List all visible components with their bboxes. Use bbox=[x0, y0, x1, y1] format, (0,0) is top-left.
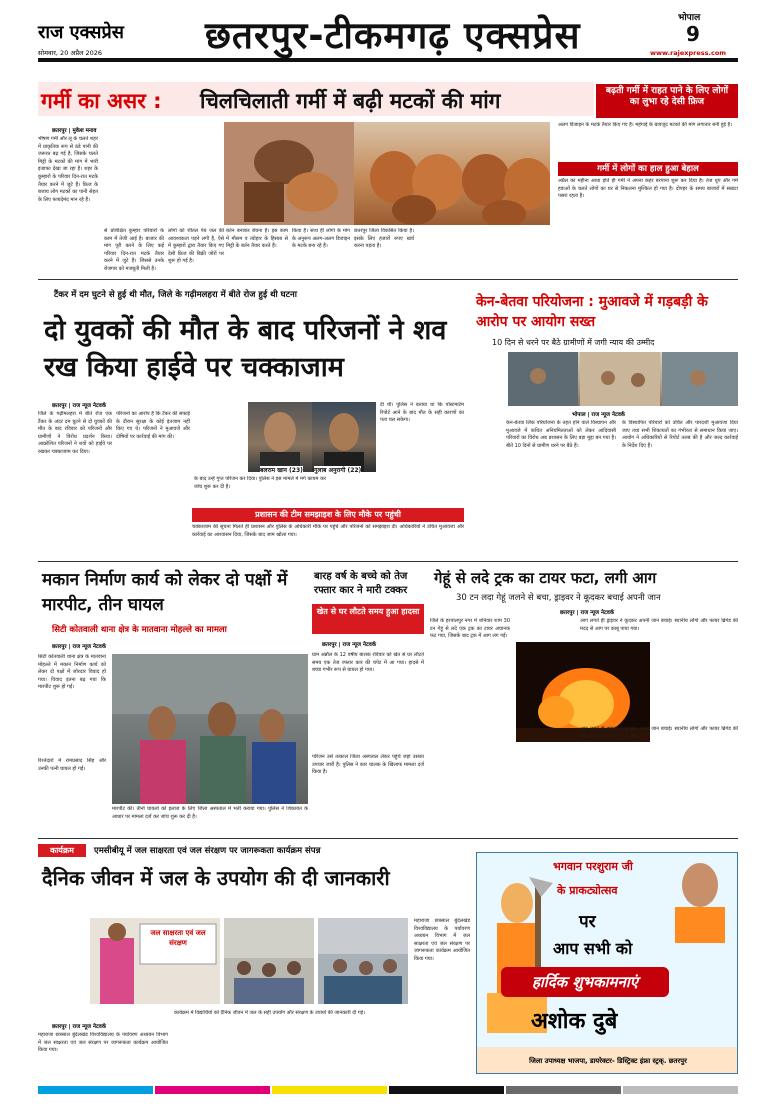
registration-swatch bbox=[38, 1086, 153, 1094]
print-registration-strip bbox=[38, 1086, 738, 1094]
byline: छतरपुर | राज न्यूज नेटवर्क bbox=[560, 610, 615, 616]
event-photo-1 bbox=[90, 918, 220, 1004]
victim-photo-2 bbox=[312, 402, 376, 472]
subhead-text-body: चक्काजाम की सूचना मिलते ही प्रशासन और पुलिस के अधिकारी मौके पर पहुंचे और परिजनों को समझाइश दी। अधिकारियों ने उचित मुआवजा और कार्रवाई का आश्वासन दिया, जिसके बाद जाम खोला गया। bbox=[192, 524, 464, 538]
registration-swatch bbox=[506, 1086, 621, 1094]
protest-photo-art bbox=[508, 352, 738, 406]
story-summer-pots bbox=[38, 62, 738, 278]
victim-photo-1 bbox=[248, 402, 312, 472]
deck: 10 दिन से धरने पर बैठे ग्रामीणों में जगी न्याय की उम्मीद bbox=[492, 338, 655, 347]
website-url: www.rajexpress.com bbox=[650, 49, 727, 57]
pots-photo bbox=[224, 122, 550, 225]
story-column-3: के बाद उन्हें गुप्त परिजन कर दिया। पुलिस ने इस मामले में मर्ग कायम कर जांच शुरू कर दी है। bbox=[194, 476, 326, 490]
city-label: भोपाल bbox=[678, 13, 701, 23]
subhead-box bbox=[558, 162, 738, 176]
registration-swatch bbox=[272, 1086, 387, 1094]
divider bbox=[38, 838, 738, 839]
story-column-6: छतरपुर जिला विकसित किया है। इसके लिए हजारों रुपए खर्च करना पड़ता है। bbox=[354, 228, 414, 250]
label-text: खेत से घर लौटते समय हुआ हादसा bbox=[316, 607, 420, 616]
event-photo-3-art bbox=[318, 918, 408, 1004]
subhead-text: प्रशासन की टीम समझाइश के लिए मौके पर पहुंची bbox=[255, 510, 401, 519]
subhead-box bbox=[192, 508, 464, 522]
event-photo-2 bbox=[224, 918, 314, 1004]
story-column-3: आग लगते ही ड्राइवर ने कूदकर अपनी जान बचाई। स्थानीय लोगों और फायर ब्रिगेड की मदद से आग पर काबू पाया गया। bbox=[580, 726, 738, 740]
greeting-advertisement bbox=[476, 852, 738, 1074]
headline-kicker: गर्मी का असर : bbox=[41, 89, 162, 113]
photo-caption-2: गुलाब अनुरागी (22) bbox=[314, 467, 362, 474]
story-column-1: जिले के हरपालपुर नगर में शनिवार शाम 30 टन गेहूं से लदे एक ट्रक का टायर अचानक फट गया, जिसके बाद ट्रक में आग लग गई। bbox=[430, 618, 510, 640]
byline: छतरपुर | राज न्यूज नेटवर्क bbox=[52, 403, 107, 409]
registration-swatch bbox=[623, 1086, 738, 1094]
headline: गेहूं से लदे ट्रक का टायर फटा, लगी आग bbox=[434, 569, 657, 587]
story-column-bottom: मारपीट की। तीनों घायलों को इलाज के लिए जिला अस्पताल में भर्ती कराया गया। पुलिस ने शिकायत के आधार पर मामला दर्ज कर जांच शुरू कर दी है। bbox=[112, 806, 308, 820]
story-column-1: जिले के गढ़ीमलहरा में बीते रोज एक टैंकर के अंदर दम घुटने से दो युवकों की मौत के बाद रविवार को परिजनों और ग्रामीणों ने विरोध प्रदर्शन किया। आक्रोशित परिजनों ने शवों को हाईवे पर रखकर चक्काजाम कर दिया। bbox=[38, 411, 112, 455]
victim-portrait-1 bbox=[248, 402, 312, 472]
story-column-1: केन-बेतवा लिंक परियोजना के तहत होने वाले विस्थापन और मुआवजे में कथित अनियमितताओं को लेकर आदिवासी परिवारों का विरोध अब प्रशासन के लिए बड़ा मुद्दा बन गया है। बीते 10 दिनों से ग्रामीण धरने पर बैठे हैं। bbox=[506, 420, 616, 449]
event-photo-3 bbox=[318, 918, 408, 1004]
ad-footer: जिला उपाध्यक्ष भाजपा, डायरेक्टर- डिस्ट्रिक्ट इंफ्रा स्ट्रक्. छतरपुर bbox=[529, 1057, 687, 1065]
byline: छतरपुर | राज न्यूज नेटवर्क bbox=[52, 644, 107, 650]
story-column-2: परिजनों का आरोप है कि टैंकर की सफाई के दौरान सुरक्षा के कोई इंतजाम नहीं किए गए थे। परिजनों ने मुआवजे और दोषियों पर कार्रवाई की मांग की। bbox=[116, 411, 190, 440]
story-strap: टैंकर में दम घुटने से हुई थी मौत, जिले के गढ़ीमलहरा में बीते रोज हुई थी घटना bbox=[54, 290, 297, 300]
brand-logo: राज एक्सप्रेस bbox=[38, 22, 124, 43]
story-house-dispute bbox=[38, 566, 308, 836]
story-ken-betwa bbox=[472, 284, 738, 560]
story-column-7: अलग डिजाइन के मटके तैयार किए गए हैं। महंगाई के बावजूद मटकों की मांग लगातार बनी हुई है। bbox=[558, 122, 733, 128]
promo-box bbox=[596, 84, 738, 118]
story-column-4: दी थी। पुलिस ने बताया था कि पोस्टमार्टम रिपोर्ट आने के बाद मौत के सही कारणों का पता चल सकेगा। bbox=[380, 402, 464, 424]
byline: छतरपुर | मुकेश मनाव bbox=[52, 128, 97, 134]
kicker-text: कार्यक्रम bbox=[50, 846, 74, 855]
label-box bbox=[312, 604, 424, 634]
masthead bbox=[0, 0, 778, 63]
story-car-accident bbox=[312, 566, 424, 836]
event-photo-2-art bbox=[224, 918, 314, 1004]
divider bbox=[38, 279, 738, 280]
story-column-5: किया है। साथ ही लोगों के मांग के अनुरूप अलग-अलग डिजाइन के मटके बना रहे हैं। bbox=[292, 228, 350, 250]
ad-greeting-box bbox=[501, 967, 669, 997]
divider bbox=[38, 561, 738, 562]
photo-caption-1: बलराम खान (23) bbox=[260, 467, 303, 474]
story-column-1: सिटी कोतवाली थाना क्षेत्र के मातवाना मोहल्ले में मकान निर्माण कार्य को लेकर दो पक्षों में जोरदार विवाद हो गया। विवाद इतना बढ़ गया कि मारपीट शुरू हो गई। bbox=[38, 654, 106, 691]
injured-photo bbox=[112, 654, 308, 804]
story-column-2: आग लगते ही ड्राइवर ने कूदकर अपनी जान बचाई। स्थानीय लोगों और फायर ब्रिगेड की मदद से आग पर काबू पाया गया। bbox=[580, 618, 738, 632]
edition-title: छतरपुर-टीकमगढ़ एक्सप्रेस bbox=[205, 14, 581, 57]
promo-text: बढ़ती गर्मी में राहत पाने के लिए लोगों का लुभा रहे देसी फ्रिज bbox=[605, 86, 729, 107]
subhead-text: गर्मी में लोगों का हाल हुआ बेहाल bbox=[597, 164, 699, 174]
ad-greeting: हार्दिक शुभकामनाएं bbox=[531, 973, 639, 991]
protest-photo bbox=[508, 352, 738, 406]
headline: मकान निर्माण कार्य को लेकर दो पक्षों में मारपीट, तीन घायल bbox=[42, 570, 288, 615]
story-column-2: के विस्थापित परिवारों को उचित और पारदर्शी मुआवजा दिया जाए तथा सभी शिकायतों का गंभीरता से समाधान किया जाए। आयोग ने अधिकारियों से रिपोर्ट तलब की है और जल्द कार्रवाई के निर्देश दिए हैं। bbox=[622, 420, 738, 449]
ad-name: अशोक दुबे bbox=[531, 1009, 618, 1034]
politician-photo-icon bbox=[665, 853, 735, 943]
story-column-2: रिश्तेदारों में रामप्रसाद सिंह और उनकी पत्नी घायल हो गईं। bbox=[38, 758, 106, 772]
ad-line-3: पर bbox=[579, 912, 596, 932]
injured-photo-art bbox=[112, 654, 308, 804]
story-water-awareness bbox=[38, 840, 470, 1076]
story-column-4: बर्तन बनाकर बेचना है। इस काम में मौसम व त्योहार के हिसाब से मिट्टी के बर्तन तैयार करते हैं। bbox=[226, 228, 288, 250]
deck: 30 टन लदा गेहूं जलने से बचा, ड्राइवर ने कूदकर बचाई अपनी जान bbox=[456, 593, 661, 603]
ad-footer-box bbox=[477, 1047, 738, 1074]
registration-swatch bbox=[389, 1086, 504, 1094]
kicker-box bbox=[38, 844, 86, 857]
story-column-1: भीषण गर्मी और लू के चलते शहर में प्राकृतिक रूप से ठंडे पानी की जरूरत बढ़ गई है, जिसके चलते मिट्टी के मटकों की मांग में भारी इजाफा देखा जा रहा है। शहर के कुम्हारों के परिवार दिन-रात मटके तैयार करने में जुटे हैं। फ्रिज के बजाय लोग मटकों का पानी सेहत के लिए फायदेमंद मान रहे हैं। bbox=[38, 136, 98, 203]
story-strap: एमसीबीयू में जल साक्षरता एवं जल संरक्षण पर जागरूकता कार्यक्रम संपन्न bbox=[94, 846, 321, 856]
banner-text: जल साक्षरता एवं जल संरक्षण bbox=[150, 929, 206, 947]
victim-portrait-2 bbox=[312, 402, 376, 472]
headline: दैनिक जीवन में जल के उपयोग की दी जानकारी bbox=[42, 866, 390, 890]
ad-line-4: आप सभी को bbox=[553, 939, 633, 958]
byline: छतरपुर | राज न्यूज नेटवर्क bbox=[322, 642, 377, 648]
ad-line-2: के प्राकट्योत्सव bbox=[557, 884, 618, 897]
headline: बारह वर्ष के बच्चे को तेज रफ्तार कार ने मारी टक्कर bbox=[314, 571, 408, 596]
story-column-1: ग्राम अन्नौल के 12 वर्षीय बालक रविवार को खेत से घर लौटते समय एक तेज रफ्तार कार की चपेट में आ गया। हादसे में बच्चा गंभीर रूप से घायल हो गया। bbox=[312, 652, 424, 674]
heat-box-text: अप्रैल का महीना आधा होते ही गर्मी ने अपना कहर बरपाना शुरू कर दिया है। तेज धूप और गर्म हवाओं के चलते लोगों का घर से निकलना मुश्किल हो गया है। दोपहर के समय बाजारों में सन्नाटा पसरा रहता है। bbox=[558, 178, 738, 200]
registration-swatch bbox=[155, 1086, 270, 1094]
story-column-2: कार्यक्रम में विद्यार्थियों को दैनिक जीवन में जल के सही उपयोग और संरक्षण के उपायों की जानकारी दी गई। bbox=[174, 1010, 365, 1016]
issue-date: सोमवार, 20 अप्रैल 2026 bbox=[38, 49, 103, 57]
byline: भोपाल | राज न्यूज नेटवर्क bbox=[572, 412, 625, 418]
pots-photo-art bbox=[224, 122, 550, 225]
story-column-3: महाराजा छत्रसाल बुंदेलखंड विश्वविद्यालय के पर्यावरण अध्ययन विभाग में जल साक्षरता एवं जल संरक्षण पर जागरूकता कार्यक्रम आयोजित किया गया। bbox=[414, 918, 470, 962]
deck: सिटी कोतवाली थाना क्षेत्र के मातवाना मोहल्ले का मामला bbox=[52, 625, 227, 635]
story-column-1: महाराजा छत्रसाल बुंदेलखंड विश्वविद्यालय के पर्यावरण अध्ययन विभाग में जल साक्षरता एवं जल संरक्षण पर जागरूकता कार्यक्रम आयोजित किया गया। bbox=[38, 1032, 168, 1054]
headline: चिलचिलाती गर्मी में बढ़ी मटकों की मांग bbox=[200, 89, 501, 113]
story-truck-fire bbox=[430, 566, 738, 836]
headline: दो युवकों की मौत के बाद परिजनों ने शव रख किया हाईवे पर चक्काजाम bbox=[44, 315, 447, 383]
story-tanker-deaths bbox=[38, 284, 463, 560]
story-column-2: से प्रशिक्षित कुम्हार परिवारों के काम में तेजी आई है। बाजार की मांग पूरी करने के लिए कई परिवार दिन-रात मटके तैयार करने में जुटे हैं। जिससे उनके रोजगार को मजबूती मिली है। bbox=[104, 228, 164, 272]
story-column-2: परिजन उसे तत्काल जिला अस्पताल लेकर पहुंचे जहां उसका उपचार जारी है। पुलिस ने कार चालक के खिलाफ मामला दर्ज किया है। bbox=[312, 754, 424, 776]
page-number: 9 bbox=[686, 22, 700, 46]
story-column-3: लोगों को शीतल पेय जल की आवश्यकता पड़ने लगी है, ऐसे में कुम्हारों द्वारा तैयार किए गए देसी फ्रिज की बिक्री जोरों पर शुरू हो गई है। bbox=[168, 228, 224, 265]
headline: केन-बेतवा परियोजना : मुआवजे में गड़बड़ी के आरोप पर आयोग सख्त bbox=[476, 294, 708, 330]
byline: छतरपुर | राज न्यूज नेटवर्क bbox=[52, 1024, 107, 1030]
ad-line-1: भगवान परशुराम जी bbox=[553, 860, 633, 873]
